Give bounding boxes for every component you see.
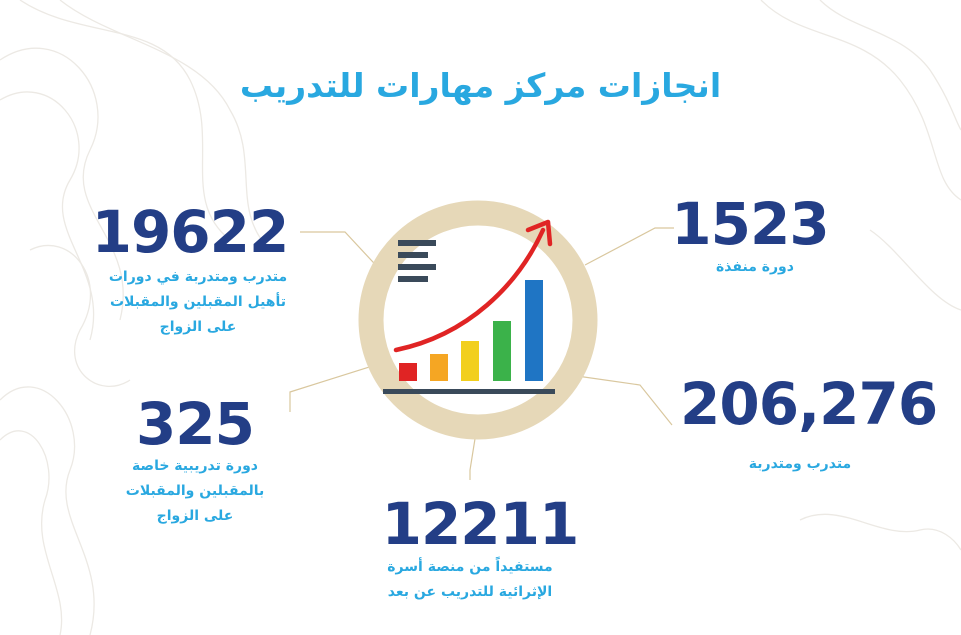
baseline [383,389,555,394]
stat-value-courses: 1523 [671,190,829,258]
growth-chart-icon [358,200,598,440]
stat-label-marriage-courses: دورة تدريبية خاصة بالمقبلين والمقبلات على الزواج [125,458,265,524]
bar-5 [525,280,543,381]
stat-value-marriage-courses: 325 [135,390,255,458]
stat-value-platform-beneficiaries: 12211 [381,490,579,558]
stat-label-courses: دورة منفذة [716,259,794,275]
bar-4 [493,321,511,381]
bar-3 [461,341,479,381]
stat-value-marriage-trainees: 19622 [91,198,289,266]
stat-label-marriage-trainees: متدرب ومتدربة في دورات تأهيل المقبلين والمقبلات على الزواج [108,269,288,335]
bar-2 [430,354,448,381]
stat-label-trainees: متدرب ومتدربة [748,456,852,472]
stat-value-trainees: 206,276 [680,370,938,438]
stat-label-platform-beneficiaries: مستفيداً من منصة أسرة الإثرائية للتدريب عن بعد [387,559,553,600]
bar-1 [399,363,417,381]
page-title: انجازات مركز مهارات للتدريب [239,66,722,105]
trend-arrow-icon [396,230,543,350]
